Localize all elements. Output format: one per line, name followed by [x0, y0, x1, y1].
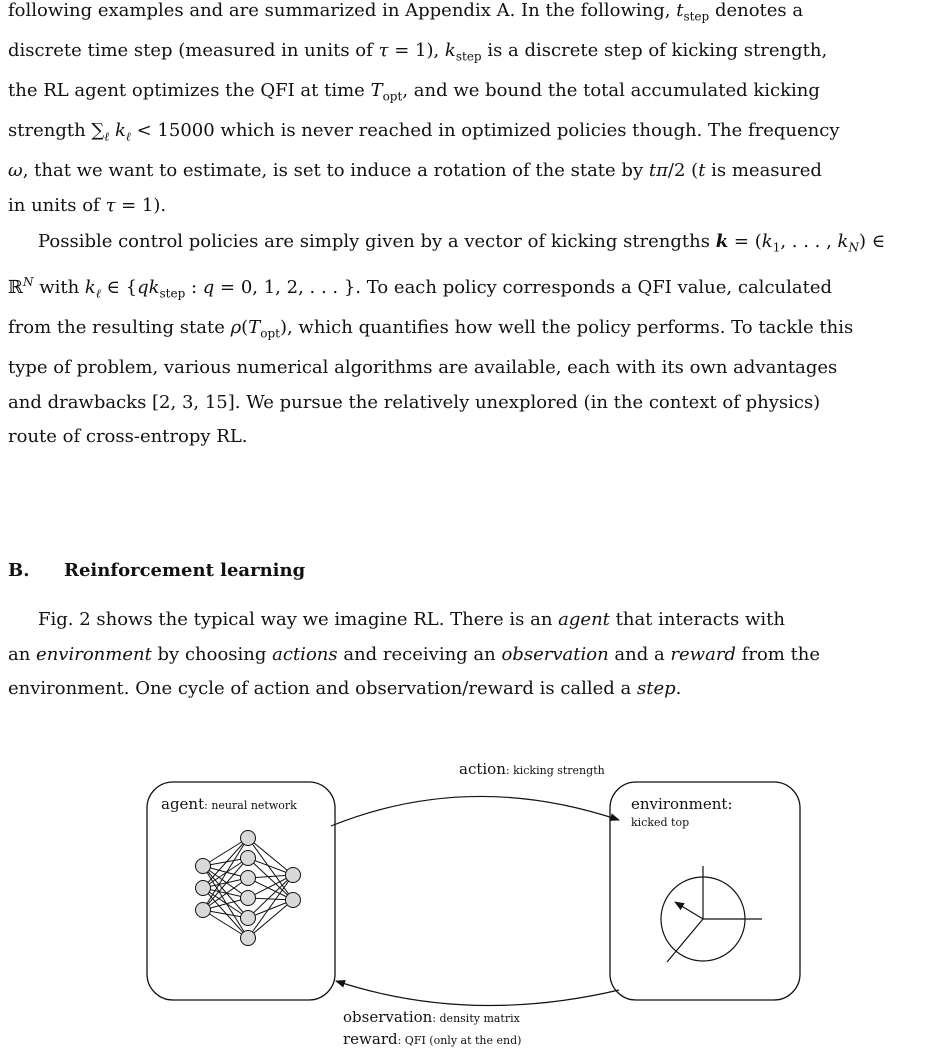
nn-node	[241, 931, 256, 946]
text-line: environment. One cycle of action and observation/reward is called a step.	[8, 678, 682, 699]
nn-node	[241, 871, 256, 886]
text-line: discrete time step (measured in units of τ = 1), $k_{step}$ is a discrete step of kicking strength,	[8, 40, 828, 64]
environment-desc: kicked top	[631, 816, 690, 829]
reward-label: reward: QFI (only at the end)	[343, 1030, 522, 1048]
text-line: in units of τ = 1).	[8, 194, 167, 216]
text-line: ℝ$^N$ with $k_\ell$ ∈ {$qk_{step}$ : q = 0, 1, 2, . . . }. To each policy corresponds a QFI value, calculated	[8, 275, 833, 301]
agent-box	[147, 782, 335, 1000]
nn-node	[286, 893, 301, 908]
section-title: Reinforcement learning	[64, 560, 306, 581]
nn-node	[241, 831, 256, 846]
agent-label: agent: neural network	[161, 795, 297, 813]
text-line: and drawbacks [2, 3, 15]. We pursue the relatively unexplored (in the context of physics)	[8, 391, 821, 413]
observation-label: observation: density matrix	[343, 1008, 520, 1026]
observation-arrow	[336, 981, 619, 1006]
nn-edge	[248, 875, 293, 938]
nn-node	[241, 851, 256, 866]
text-line: type of problem, various numerical algorithms are available, each with its own advantages	[8, 357, 838, 379]
text-line: Possible control policies are simply given by a vector of kicking strengths $k = (k_1$, . . . , $k_N$) ∈	[38, 231, 886, 255]
text-line: route of cross-entropy RL.	[8, 426, 248, 448]
nn-node	[196, 903, 211, 918]
environment-label: environment:	[631, 795, 733, 813]
nn-node	[241, 911, 256, 926]
text-line: Fig. 2 shows the typical way we imagine RL. There is an agent that interacts with	[38, 609, 785, 630]
environment-box	[610, 782, 800, 1000]
text-line: from the resulting state $\rho(T_{opt})$, which quantifies how well the policy performs. To tackle this	[8, 317, 854, 341]
kicked-top-icon	[661, 866, 762, 962]
section-number: B.	[8, 560, 30, 581]
text-line: strength $\sum_\ell$ $k_\ell < 15000$ which is never reached in optimized policies though. The frequency	[8, 120, 840, 144]
nn-node	[286, 868, 301, 883]
text-line: the RL agent optimizes the QFI at time $T_{opt}$, and we bound the total accumulated kicking	[8, 80, 820, 104]
nn-node	[196, 881, 211, 896]
neural-network-icon	[196, 831, 301, 946]
nn-node	[241, 891, 256, 906]
action-arrow	[331, 796, 619, 826]
text-line: an environment by choosing actions and receiving an observation and a reward from the	[8, 643, 821, 665]
action-label: action: kicking strength	[459, 760, 605, 778]
nn-node	[196, 859, 211, 874]
text-line: ω, that we want to estimate, is set to induce a rotation of the state by tπ/2 (t is measured	[8, 160, 822, 182]
text-line: following examples and are summarized in Appendix A. In the following, $t_{step}$ denotes a	[8, 0, 804, 24]
